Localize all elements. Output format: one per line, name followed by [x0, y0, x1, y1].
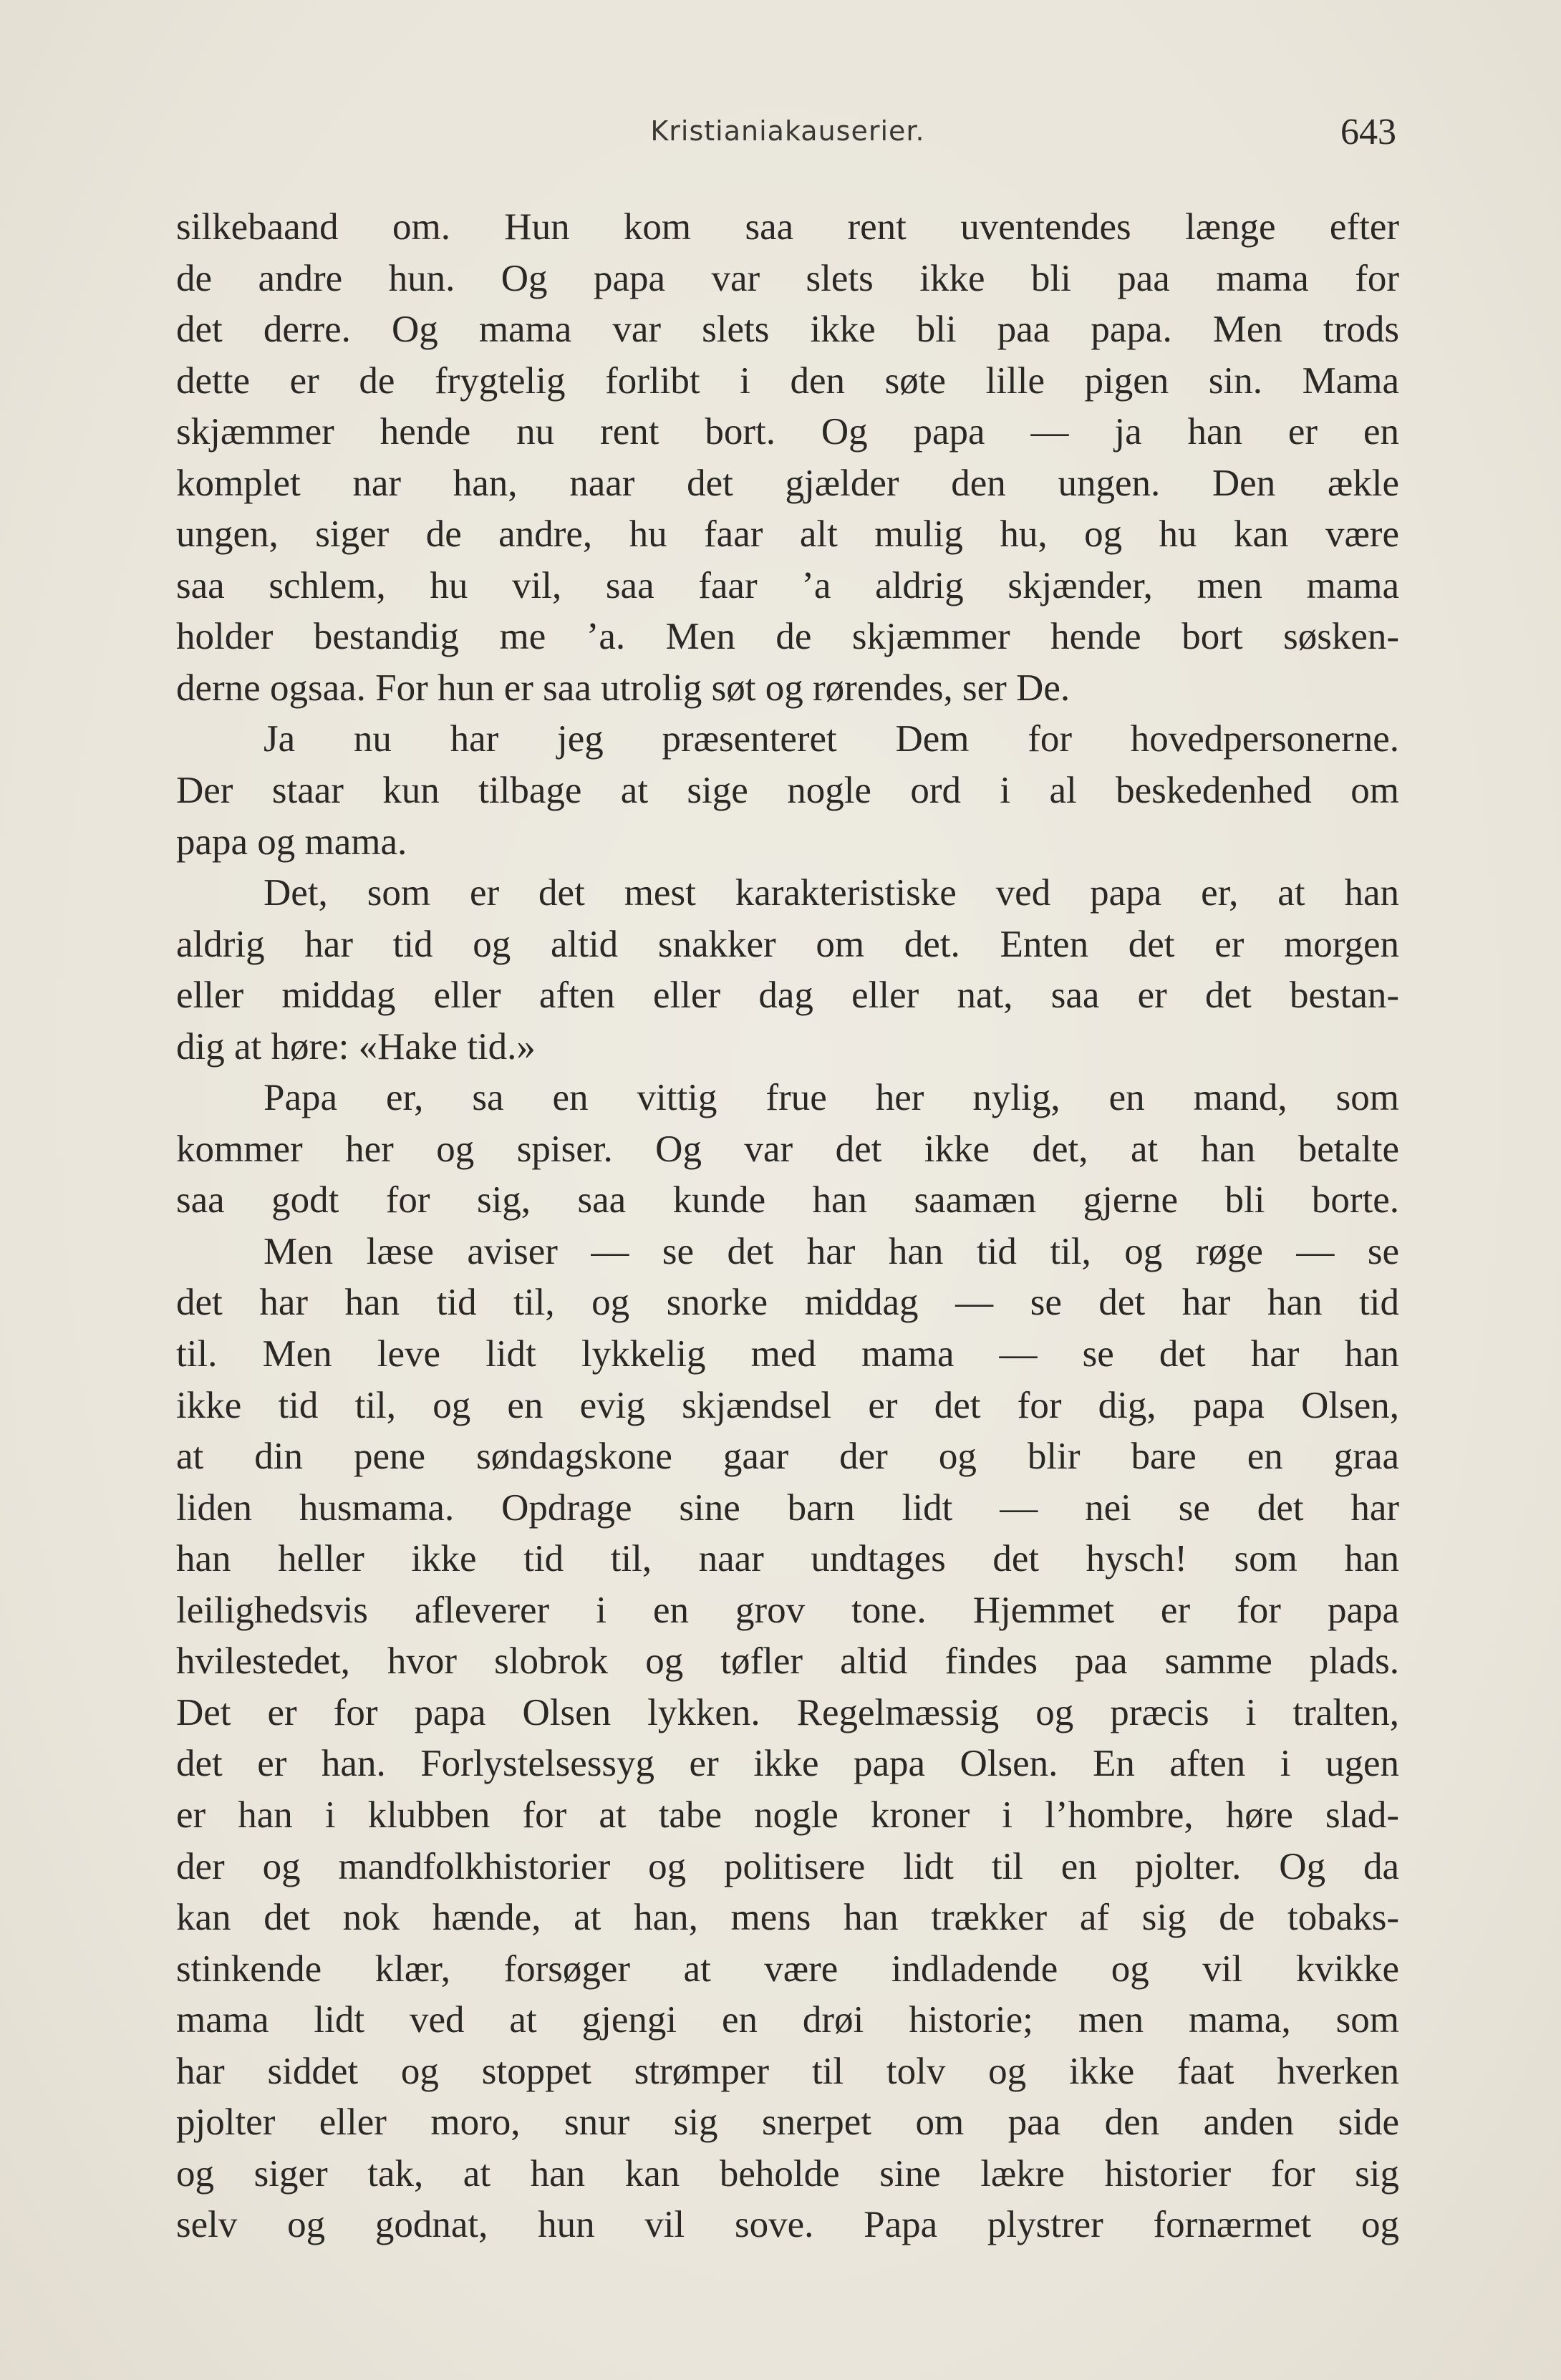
text-line: han heller ikke tid til, naar undtages det hysch! som han [176, 1538, 1399, 1580]
text-line: har siddet og stoppet strømper til tolv og ikke faat hverken [176, 2050, 1399, 2092]
text-line: pjolter eller moro, snur sig snerpet om paa den anden side [176, 2101, 1399, 2144]
text-line: og siger tak, at han kan beholde sine lækre historier for sig [176, 2152, 1399, 2195]
text-line: til. Men leve lidt lykkelig med mama — se det har han [176, 1333, 1399, 1375]
text-line: det har han tid til, og snorke middag — se det har han tid [176, 1282, 1399, 1324]
text-line: Det er for papa Olsen lykken. Regelmæssig og præcis i tralten, [176, 1691, 1399, 1733]
text-line: mama lidt ved at gjengi en drøi historie; men mama, som [176, 1999, 1399, 2041]
text-line: Ja nu har jeg præsenteret Dem for hovedpersonerne. [264, 718, 1399, 760]
text-line: Papa er, sa en vittig frue her nylig, en mand, som [264, 1077, 1399, 1119]
text-line: det derre. Og mama var slets ikke bli paa papa. Men trods [176, 309, 1399, 351]
text-line: derne ogsaa. For hun er saa utrolig søt og rørendes, ser De. [176, 667, 1071, 709]
text-line: liden husmama. Opdrage sine barn lidt — nei se det har [176, 1486, 1399, 1529]
text-line: kommer her og spiser. Og var det ikke det, at han betalte [176, 1128, 1399, 1170]
text-line: at din pene søndagskone gaar der og blir bare en graa [176, 1436, 1399, 1478]
text-line: ungen, siger de andre, hu faar alt mulig hu, og hu kan være [176, 513, 1399, 556]
text-line: leilighedsvis afleverer i en grov tone. Hjemmet er for papa [176, 1589, 1399, 1631]
text-line: aldrig har tid og altid snakker om det. Enten det er morgen [176, 923, 1399, 965]
text-line: saa schlem, hu vil, saa faar ’a aldrig skjænder, men mama [176, 564, 1399, 606]
text-line: er han i klubben for at tabe nogle kroner i l’hombre, høre slad- [176, 1794, 1399, 1836]
text-line: dette er de frygtelig forlibt i den søte lille pigen sin. Mama [176, 359, 1399, 402]
text-line: der og mandfolkhistorier og politisere lidt til en pjolter. Og da [176, 1845, 1399, 1887]
text-line: hvilestedet, hvor slobrok og tøfler altid findes paa samme plads. [176, 1640, 1399, 1683]
text-line: holder bestandig me ’a. Men de skjæmmer hende bort søsken- [176, 616, 1399, 658]
text-line: ikke tid til, og en evig skjændsel er det for dig, papa Olsen, [176, 1384, 1399, 1426]
page-header [179, 111, 1396, 161]
text-line: papa og mama. [176, 821, 407, 863]
page-number: 643 [1340, 112, 1396, 153]
body-text [176, 202, 1399, 2251]
text-line: Det, som er det mest karakteristiske ved papa er, at han [264, 872, 1399, 914]
text-line: dig at høre: «Hake tid.» [176, 1025, 536, 1068]
text-line: saa godt for sig, saa kunde han saamæn gjerne bli borte. [176, 1179, 1399, 1222]
text-line: kan det nok hænde, at han, mens han trækker af sig de tobaks- [176, 1897, 1399, 1939]
text-line: Men læse aviser — se det har han tid til, og røge — se [264, 1230, 1399, 1272]
text-line: Der staar kun tilbage at sige nogle ord i al beskedenhed om [176, 770, 1399, 812]
text-line: skjæmmer hende nu rent bort. Og papa — ja han er en [176, 411, 1399, 453]
text-line: silkebaand om. Hun kom saa rent uventendes længe efter [176, 206, 1399, 248]
text-line: selv og godnat, hun vil sove. Papa plystrer fornærmet og [176, 2204, 1399, 2246]
text-line: komplet nar han, naar det gjælder den ungen. Den ækle [176, 462, 1399, 504]
text-line: det er han. Forlystelsessyg er ikke papa Olsen. En aften i ugen [176, 1743, 1399, 1785]
text-line: de andre hun. Og papa var slets ikke bli paa mama for [176, 257, 1399, 299]
text-line: stinkende klær, forsøger at være indladende og vil kvikke [176, 1948, 1399, 1990]
text-line: eller middag eller aften eller dag eller nat, saa er det bestan- [176, 974, 1399, 1017]
running-title: Kristianiakauserier. [650, 115, 925, 147]
